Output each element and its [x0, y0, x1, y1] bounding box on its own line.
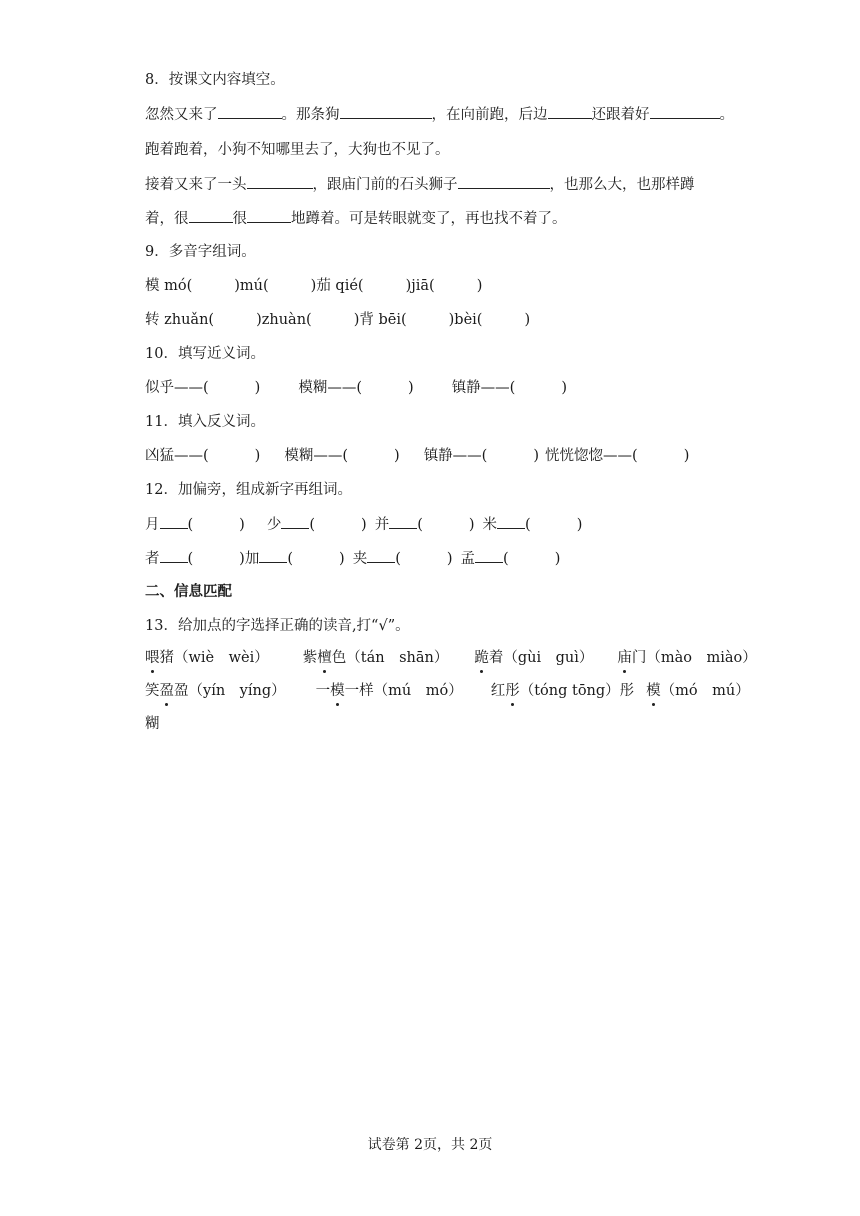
q10-line: 似乎——( ) 模糊——( ) 镇静——( ): [145, 380, 568, 396]
blank[interactable]: [475, 548, 503, 563]
q12-line2: 者 ( )加 ( ) 夹 ( ) 孟 ( ): [145, 548, 560, 569]
q8-title: 8．按课文内容填空。: [145, 72, 285, 88]
blank[interactable]: [247, 174, 313, 189]
blank[interactable]: [367, 548, 395, 563]
blank[interactable]: [650, 104, 720, 119]
q9-title: 9．多音字组词。: [145, 244, 256, 260]
q8-line4: 着，很 很 地蹲着。可是转眼就变了，再也找不着了。: [145, 208, 567, 229]
blank[interactable]: [281, 514, 309, 529]
q11-line: 凶猛——( ) 模糊——( ) 镇静——( ) 恍恍惚惚——( ): [145, 448, 690, 464]
q9-line1: 模 mó( )mú( )茄 qié( )jiā( ): [145, 278, 483, 294]
q10-title: 10．填写近义词。: [145, 346, 265, 362]
blank[interactable]: [160, 514, 188, 529]
q13-line1: 喂猪（wiè wèi） 紫檀色（tán shān） 跪着（gùi guì） 庙门（mào miào）: [145, 650, 757, 666]
q8-line3: 接着又来了一头 ，跟庙门前的石头狮子 ，也那么大，也那样蹲: [145, 174, 695, 195]
blank[interactable]: [548, 104, 592, 119]
page-footer: 试卷第 2页，共 2页: [367, 1137, 493, 1153]
blank[interactable]: [389, 514, 417, 529]
q13-line2: 笑盈盈（yín yíng） 一模一样（mú mó） 红彤（tóng tōng）彤 模（mó mú）: [145, 683, 750, 699]
q11-title: 11．填入反义词。: [145, 414, 265, 430]
blank[interactable]: [497, 514, 525, 529]
blank[interactable]: [259, 548, 287, 563]
q13-line3: 糊: [145, 716, 160, 732]
blank[interactable]: [458, 174, 550, 189]
blank[interactable]: [218, 104, 282, 119]
q8-line1: 忽然又来了 。那条狗 ，在向前跑，后边 还跟着好 。: [145, 104, 734, 125]
blank[interactable]: [189, 208, 233, 223]
q13-title: 13．给加点的字选择正确的读音,打“√”。: [145, 618, 410, 634]
q9-line2: 转 zhuǎn( )zhuàn( )背 bēi( )bèi( ): [145, 312, 531, 328]
blank[interactable]: [247, 208, 291, 223]
q12-title: 12．加偏旁，组成新字再组词。: [145, 482, 352, 498]
q12-line1: 月 ( ) 少 ( ) 并 ( ) 米 ( ): [145, 514, 582, 535]
blank[interactable]: [340, 104, 432, 119]
blank[interactable]: [160, 548, 188, 563]
section-heading: 二、信息匹配: [145, 584, 232, 600]
q8-line2: 跑着跑着，小狗不知哪里去了，大狗也不见了。: [145, 142, 450, 158]
